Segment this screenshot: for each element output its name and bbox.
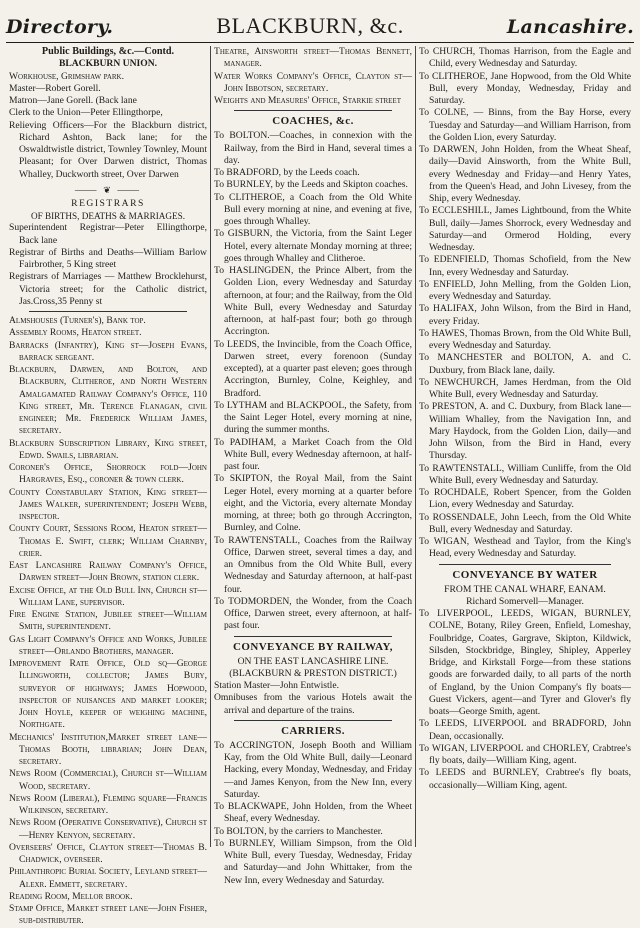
coach-entry: To SKIPTON, the Royal Mail, from the Saint Leger Hotel, every morning at a quarter before eight, and the Victoria, every alternate Monday morning, at three; both go through Accrington, Burnley, and Colne. (214, 473, 412, 534)
registrar-entry: Registrar of Births and Deaths—William Barlow Fairbrother, 5 King street (9, 246, 207, 270)
water-heading: CONVEYANCE BY WATER (452, 568, 598, 581)
column-1 (6, 46, 210, 927)
union-entry: Workhouse, Grimshaw park. (9, 70, 124, 82)
coach-entry: To BRADFORD, by the Leeds coach. (214, 167, 360, 178)
building-entry: Reading Room, Mellor brook. (9, 890, 133, 902)
coach-entry: To LEEDS, the Invincible, from the Coach Office, Darwen street, every forenoon (Sunday excepted), at a quarter past eleven; goes through Accrington, Burnley, Colne, Keighley, and Bradford. (214, 338, 412, 399)
railway-subheading: ON THE EAST LANCASHIRE LINE. (237, 655, 389, 667)
building-entry: Excise Office, at the Old Bull Inn, Church st—William Lane, supervisor. (9, 584, 207, 608)
coach-entry: To PADIHAM, a Market Coach from the Old White Bull, every Wednesday afternoon, at half-past four. (214, 436, 412, 472)
railway-heading: CONVEYANCE BY RAILWAY, (233, 640, 393, 653)
railway-entry: (BLACKBURN & PRESTON DISTRICT.) (229, 667, 397, 679)
column-2 (210, 46, 415, 886)
carrier-entry: To ACCRINGTON, Joseph Booth and William Kay, from the Old White Bull, daily—Leonard Hacking, every Monday, Wednesday, and Friday—and James Kenyon, from the New Inn, every Saturday. (214, 739, 412, 800)
coach-entry: To RAWTENSTALL, Coaches from the Railway Office, Darwen street, several times a day, and an Omnibus from the Old White Bull, every Wednesday and Saturday afternoon, at half-past four. (214, 534, 412, 595)
building-entry: Philanthropic Burial Society, Leyland street—Alexr. Emmett, secretary. (9, 866, 207, 890)
water-entry: To LEEDS and BURNLEY, Crabtree's fly boats, occasionally—William King, agent. (419, 767, 631, 791)
carrier-entry: To HALIFAX, John Wilson, from the Bird in Hand, every Friday. (419, 303, 631, 327)
carrier-entry: To WIGAN, Westhead and Taylor, from the King's Head, every Wednesday and Saturday. (419, 536, 631, 560)
building-entry: Weights and Measures' Office, Starkie street (214, 95, 401, 106)
union-entry: Master—Robert Gorell. (9, 82, 101, 94)
ornament-divider: ⸻ ❦ ⸻ (74, 184, 142, 195)
registrar-entry: Registrars of Marriages — Matthew Brocklehurst, Victoria street; for the Catholic district, Jas.Cross,35 Penny st (9, 271, 207, 307)
page-header (6, 4, 634, 43)
water-entry: Richard Somervell—Manager. (466, 595, 584, 607)
coaches-heading: COACHES, &c. (272, 115, 354, 128)
building-entry: East Lancashire Railway Company's Office, Darwen street—John Brown, station clerk. (9, 560, 207, 584)
carrier-entry: To BLACKWAPE, John Holden, from the Wheet Sheaf, every Wednesday. (214, 801, 412, 825)
carrier-entry: To ROCHDALE, Robert Spencer, from the Golden Lion, every Wednesday and Saturday. (419, 487, 631, 511)
building-entry: Barracks (Infantry), King st—Joseph Evans, barrack sergeant. (9, 339, 207, 363)
union-entry: Relieving Officers—For the Blackburn district, Richard Ashton, Back lane; for the Oswaldtwistle district, Townley Townley, Mount Pleasant; for Over Darwen district, Thomas Whalley, Duckworth street, Over Darwen (9, 119, 207, 180)
building-entry: County Court, Sessions Room, Heaton street—Thomas E. Swift, clerk; William Charnby, crier. (9, 523, 207, 559)
building-entry: Coroner's Office, Shorrock fold—John Hargraves, Esq., coroner & town clerk. (9, 462, 207, 486)
columns (6, 46, 636, 927)
carrier-entry: To CHURCH, Thomas Harrison, from the Eagle and Child, every Wednesday and Saturday. (419, 46, 631, 70)
water-subheading: FROM THE CANAL WHARF, EANAM. (444, 583, 606, 595)
carrier-entry: To DARWEN, John Holden, from the Wheat Sheaf, daily—David Ainsworth, from the White Bull, every Wednesday and Friday—and Henry Yates, from the Queen's Head, and John Livesey, from the Ship, every Wednesday. (419, 144, 631, 204)
building-entry: Blackburn, Darwen, and Bolton, and Blackburn, Clitheroe, and North Western Amalgamated Railway Company's Office, 110 King street, Mr. Terence Flanagan, civil engineer; Mr. Frederick William James, secretary. (9, 364, 207, 437)
building-entry: County Constabulary Station, King street—James Walker, superintendent; Joseph Webb, inspector. (9, 486, 207, 522)
union-heading: BLACKBURN UNION. (58, 58, 158, 70)
column-3 (415, 46, 634, 847)
water-entry: To LEEDS, LIVERPOOL and BRADFORD, John Dean, occasionally. (419, 718, 631, 742)
building-entry: Mechanics' Institution,Market street lane—Thomas Booth, librarian; John Dean, secretary. (9, 731, 207, 767)
railway-entry: Omnibuses from the various Hotels await the arrival and departure of the trains. (214, 692, 412, 716)
header-center: BLACKBURN, &c. (216, 13, 404, 38)
carrier-entry: To MANCHESTER and BOLTON, A. and C. Duxbury, from Black lane, daily. (419, 352, 631, 376)
carrier-entry: To ECCLESHILL, James Lightbound, from the White Bull, daily—James Shorrock, every Wednesday and Saturday—and Ormerod Holding, every Wednesday. (419, 205, 631, 253)
coach-entry: To BURNLEY, by the Leeds and Skipton coaches. (214, 179, 408, 191)
carrier-entry: To HAWES, Thomas Brown, from the Old White Bull, every Wednesday and Saturday. (419, 327, 631, 351)
union-entry: Matron—Jane Gorell. (Back lane (9, 95, 137, 106)
carrier-entry: To BURNLEY, William Simpson, from the Old White Bull, every Tuesday, Wednesday, Friday and Saturday—and John Whittaker, from the New Inn, every Wednesday and Saturday. (214, 837, 412, 886)
building-entry: Theatre, Ainsworth street—Thomas Bennett, manager. (214, 46, 412, 70)
header-left: Directory. (6, 16, 114, 38)
building-entry: Improvement Rate Office, Old sq—George Illingworth, collector; James Bury, surveyor of highways; James Hopwood, inspector of nuisances and market looker; John Hoyle, keeper of weighing machine, Northgate. (9, 658, 207, 731)
divider (29, 311, 187, 312)
building-entry: News Room (Commercial), Church st—William Wood, secretary. (9, 768, 207, 792)
coach-entry: To GISBURN, the Victoria, from the Saint Leger Hotel, every alternate Monday morning at three; goes through Whalley and Clitheroe. (214, 228, 412, 264)
railway-entry: Station Master—John Entwistle. (214, 680, 339, 691)
building-entry: Gas Light Company's Office and Works, Jubilee street—Orlando Brothers, manager. (9, 633, 207, 657)
divider (234, 636, 392, 637)
coach-entry: To TODMORDEN, the Wonder, from the Coach Office, Darwen street, every afternoon, at half-past four. (214, 595, 412, 632)
building-entry: Assembly Rooms, Heaton street. (9, 327, 142, 339)
building-entry: News Room (Operative Conservative), Church st—Henry Kenyon, secretary. (9, 817, 207, 841)
registrars-heading: REGISTRARS (71, 197, 145, 209)
building-entry: News Room (Liberal), Fleming square—Francis Wilkinson, secretary. (9, 792, 207, 816)
header-right: Lancashire. (506, 16, 634, 38)
coach-entry: To BOLTON.—Coaches, in connexion with the Railway, from the Bird in Hand, several times a day. (214, 130, 412, 166)
carrier-entry: To PRESTON, A. and C. Duxbury, from Black lane—William Whalley, from the Navigation Inn, and Mary Haydock, from the Golden Lion, daily—and John Wilson, from the Bird in Hand, every Thursday. (419, 401, 631, 462)
registrars-subheading: OF BIRTHS, DEATHS & MARRIAGES. (30, 211, 186, 221)
section-title: Public Buildings, &c.—Contd. (41, 46, 175, 57)
water-entry: To LIVERPOOL, LEEDS, WIGAN, BURNLEY, COLNE, Botany, Riley Green, Enfield, Lomeshay, Foulbridge, Coates, Gargrave, Skipton, Kildwick, Silsden, Stockbridge, Bingley, Shipley, Apperley Bridge, and Kirkstall Forge—from these stations goods are forwarded daily, to all parts of the north of England, by the Union Company's fly boats—Guest Vickers, agent—and Tyrer and Glover's fly boats—George Smith, agent. (419, 608, 631, 717)
divider (234, 110, 392, 111)
carrier-entry: To BOLTON, by the carriers to Manchester. (214, 825, 383, 837)
registrar-entry: Superintendent Registrar—Peter Ellingthorpe, Back lane (9, 222, 207, 246)
carrier-entry: To NEWCHURCH, James Herdman, from the Old White Bull, every Wednesday and Saturday. (419, 376, 631, 400)
coach-entry: To HASLINGDEN, the Prince Albert, from the Golden Lion, every Wednesday and Saturday afternoon, at four; and the Railway, from the Old White Bull, every Wednesday and Saturday afternoon, at half-past four; both go through Accrington. (214, 265, 412, 338)
building-entry: Blackburn Subscription Library, King street, Edwd. Swails, librarian. (9, 437, 207, 461)
carrier-entry: To RAWTENSTALL, William Cunliffe, from the Old White Bull, every Wednesday and Saturday. (419, 462, 631, 486)
carriers-heading: CARRIERS. (281, 724, 345, 737)
divider (439, 564, 611, 565)
carrier-entry: To EDENFIELD, Thomas Schofield, from the New Inn, every Wednesday and Saturday. (419, 254, 631, 278)
building-entry: Fire Engine Station, Jubilee street—William Smith, superintendent. (9, 609, 207, 633)
carrier-entry: To ROSSENDALE, John Leech, from the Old White Bull, every Wednesday and Saturday. (419, 511, 631, 535)
coach-entry: To CLITHEROE, a Coach from the Old White Bull every morning at nine, and evening at five, goes through Whalley. (214, 191, 412, 227)
divider (234, 720, 392, 721)
carrier-entry: To COLNE, — Binns, from the Bay Horse, every Tuesday and Saturday—and William Harrison, from the Golden Lion, every Saturday. (419, 107, 631, 143)
building-entry: Stamp Office, Market street lane—John Fisher, sub-distributer. (9, 903, 207, 927)
carrier-entry: To CLITHEROE, Jane Hopwood, from the Old White Bull, every Monday, Wednesday, Friday and Saturday. (419, 70, 631, 106)
water-entry: To WIGAN, LIVERPOOL and CHORLEY, Crabtree's fly boats, daily—William King, agent. (419, 742, 631, 766)
coach-entry: To LYTHAM and BLACKPOOL, the Safety, from the Saint Leger Hotel, every morning at nine, during the summer months. (214, 399, 412, 436)
carrier-entry: To ENFIELD, John Melling, from the Golden Lion, every Wednesday and Saturday. (419, 278, 631, 302)
building-entry: Almshouses (Turner's), Bank top. (9, 315, 146, 326)
building-entry: Water Works Company's Office, Clayton st—John Ibbotson, secretary. (214, 70, 412, 94)
building-entry: Overseers' Office, Clayton street—Thomas B. Chadwick, overseer. (9, 841, 207, 865)
union-entry: Clerk to the Union—Peter Ellingthorpe, (9, 107, 163, 119)
